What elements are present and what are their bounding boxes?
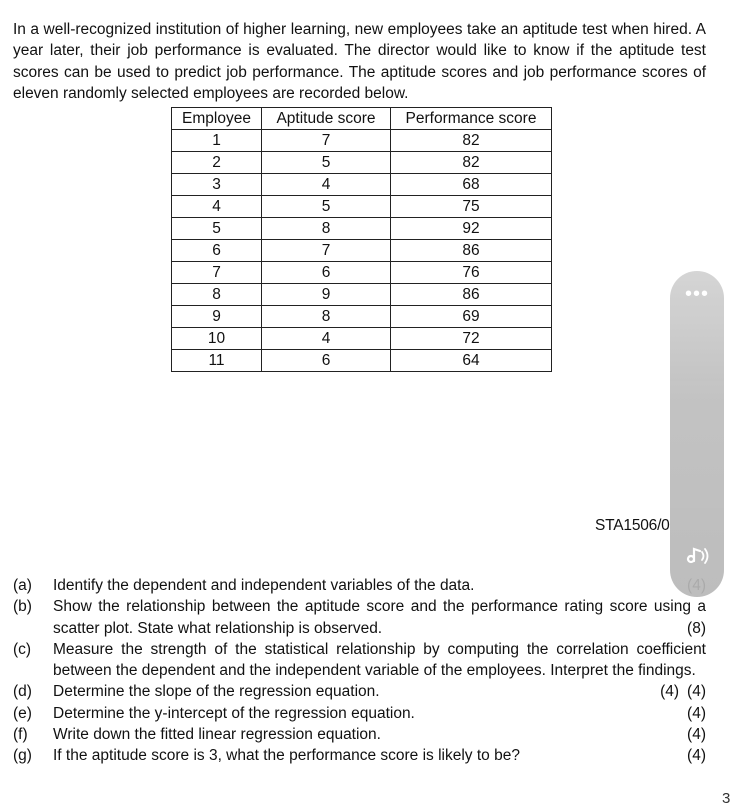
question-text: Determine the slope of the regression equation. [53, 683, 380, 701]
question-text: Show the relationship between the aptitude score and the performance rating score using a scatter plot. State what relationship is observed. [53, 598, 706, 637]
cell-employee: 7 [172, 262, 262, 284]
question-d [13, 681, 706, 702]
cell-aptitude: 5 [262, 152, 391, 174]
cell-employee: 4 [172, 196, 262, 218]
question-marks: (4) [687, 683, 706, 701]
table-row [172, 174, 552, 196]
cell-aptitude: 6 [262, 350, 391, 372]
question-list [13, 575, 706, 767]
question-g [13, 745, 706, 766]
cell-performance: 69 [391, 306, 552, 328]
question-label: (f) [13, 726, 28, 744]
more-dots-icon[interactable]: ••• [684, 283, 709, 305]
cell-performance: 68 [391, 174, 552, 196]
cell-employee: 10 [172, 328, 262, 350]
question-marks: (4) [660, 683, 680, 701]
module-code: STA1506/0 [595, 517, 670, 534]
cell-aptitude: 9 [262, 284, 391, 306]
cell-performance: 86 [391, 284, 552, 306]
question-marks: (4) [687, 704, 706, 722]
table-row [172, 152, 552, 174]
question-label: (a) [13, 577, 32, 594]
question-label: (g) [13, 747, 32, 765]
table-row [172, 284, 552, 306]
read-aloud-icon[interactable] [682, 541, 712, 571]
cell-aptitude: 5 [262, 196, 391, 218]
cell-employee: 5 [172, 218, 262, 240]
question-text: Identify the dependent and independent variables of the data. [53, 577, 475, 594]
data-table [171, 107, 552, 372]
cell-performance: 75 [391, 196, 552, 218]
cell-employee: 6 [172, 240, 262, 262]
table-row [172, 350, 552, 372]
cell-performance: 64 [391, 350, 552, 372]
cell-performance: 72 [391, 328, 552, 350]
cell-performance: 82 [391, 130, 552, 152]
cell-employee: 9 [172, 306, 262, 328]
question-label: (d) [13, 683, 32, 701]
table-row [172, 262, 552, 284]
cell-aptitude: 8 [262, 306, 391, 328]
floating-reader-widget[interactable] [670, 271, 724, 597]
cell-employee: 3 [172, 174, 262, 196]
question-a [13, 575, 706, 596]
problem-intro: In a well-recognized institution of higher learning, new employees take an aptitude test when hired. A year later, their job performance is evaluated. The director would like to know if the aptitude test scores can be used to predict job performance. The aptitude scores and job performance scores of eleven randomly selected employees are recorded below. [13, 21, 706, 102]
question-label: (e) [13, 704, 32, 722]
cell-performance: 76 [391, 262, 552, 284]
question-e [13, 703, 706, 724]
question-text: Measure the strength of the statistical relationship by computing the correlation coefficient between the dependent and the independent variable of the employees. Interpret the findings. [53, 640, 706, 680]
cell-aptitude: 7 [262, 240, 391, 262]
table-header-row [172, 108, 552, 130]
cell-aptitude: 4 [262, 328, 391, 350]
table-row [172, 218, 552, 240]
question-marks: (8) [687, 619, 706, 637]
cell-aptitude: 4 [262, 174, 391, 196]
cell-performance: 86 [391, 240, 552, 262]
header-performance: Performance score [391, 108, 552, 130]
table-row [172, 240, 552, 262]
table-row [172, 306, 552, 328]
cell-performance: 92 [391, 218, 552, 240]
cell-employee: 11 [172, 350, 262, 372]
question-b [13, 596, 706, 639]
table-row [172, 130, 552, 152]
header-employee: Employee [172, 108, 262, 130]
question-text: Determine the y-intercept of the regression equation. [53, 704, 415, 722]
cell-aptitude: 7 [262, 130, 391, 152]
question-f [13, 724, 706, 745]
question-label: (c) [13, 640, 32, 658]
question-label: (b) [13, 598, 32, 616]
cell-aptitude: 8 [262, 218, 391, 240]
question-marks: (4) [687, 726, 706, 744]
page-number: 3 [722, 790, 731, 807]
question-text: Write down the fitted linear regression equation. [53, 726, 381, 744]
cell-employee: 1 [172, 130, 262, 152]
table-row [172, 328, 552, 350]
cell-employee: 2 [172, 152, 262, 174]
header-aptitude: Aptitude score [262, 108, 391, 130]
cell-aptitude: 6 [262, 262, 391, 284]
cell-performance: 82 [391, 152, 552, 174]
cell-employee: 8 [172, 284, 262, 306]
question-text: If the aptitude score is 3, what the performance score is likely to be? [53, 747, 520, 765]
question-marks: (4) [687, 747, 706, 765]
table-row [172, 196, 552, 218]
